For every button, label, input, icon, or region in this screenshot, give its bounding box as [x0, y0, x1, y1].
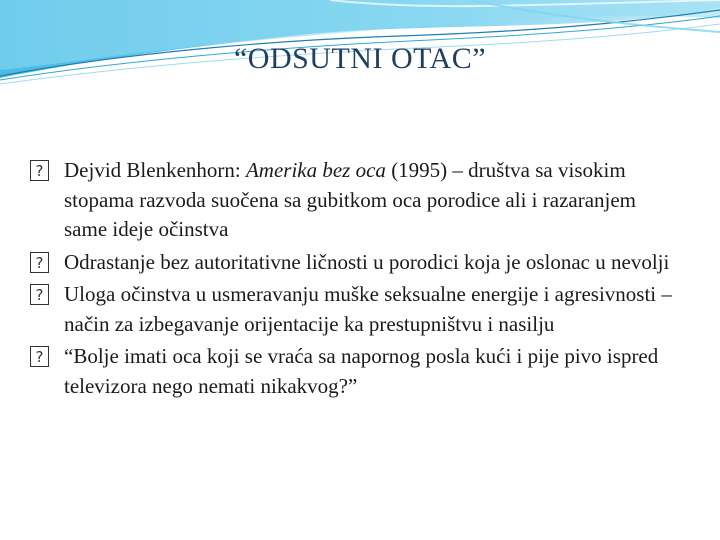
slide-title: “ODSUTNI OTAC”	[233, 42, 487, 75]
bullet-text: (1995) – društva sa visokim stopama razvoda suočena sa gubitkom oca porodice ali i razaranjem same ideje očinstva	[64, 158, 637, 241]
bullet-text: Odrastanje bez autoritativne ličnosti u porodici koja je oslonac u nevolji	[64, 249, 670, 274]
bullet-item	[30, 156, 680, 245]
bullet-marker-icon	[30, 252, 49, 273]
bullet-item	[30, 280, 680, 339]
bullet-list	[30, 156, 680, 404]
bullet-item	[30, 248, 680, 278]
bullet-marker-icon	[30, 346, 49, 367]
bullet-marker-icon	[30, 160, 49, 181]
bullet-item	[30, 342, 680, 401]
bullet-text: “Bolje imati oca koji se vraća sa napornog posla kući i pije pivo ispred televizora nego nemati nikakvog?”	[64, 344, 659, 398]
book-title: Amerika bez oca	[245, 158, 386, 182]
bullet-marker-icon	[30, 284, 49, 305]
bullet-text: Uloga očinstva u usmeravanju muške seksualne energije i agresivnosti – način za izbegavanje orijentacije ka prestupništvu i nasilju	[64, 282, 672, 336]
bullet-text: Dejvid Blenkenhorn:	[64, 158, 246, 182]
